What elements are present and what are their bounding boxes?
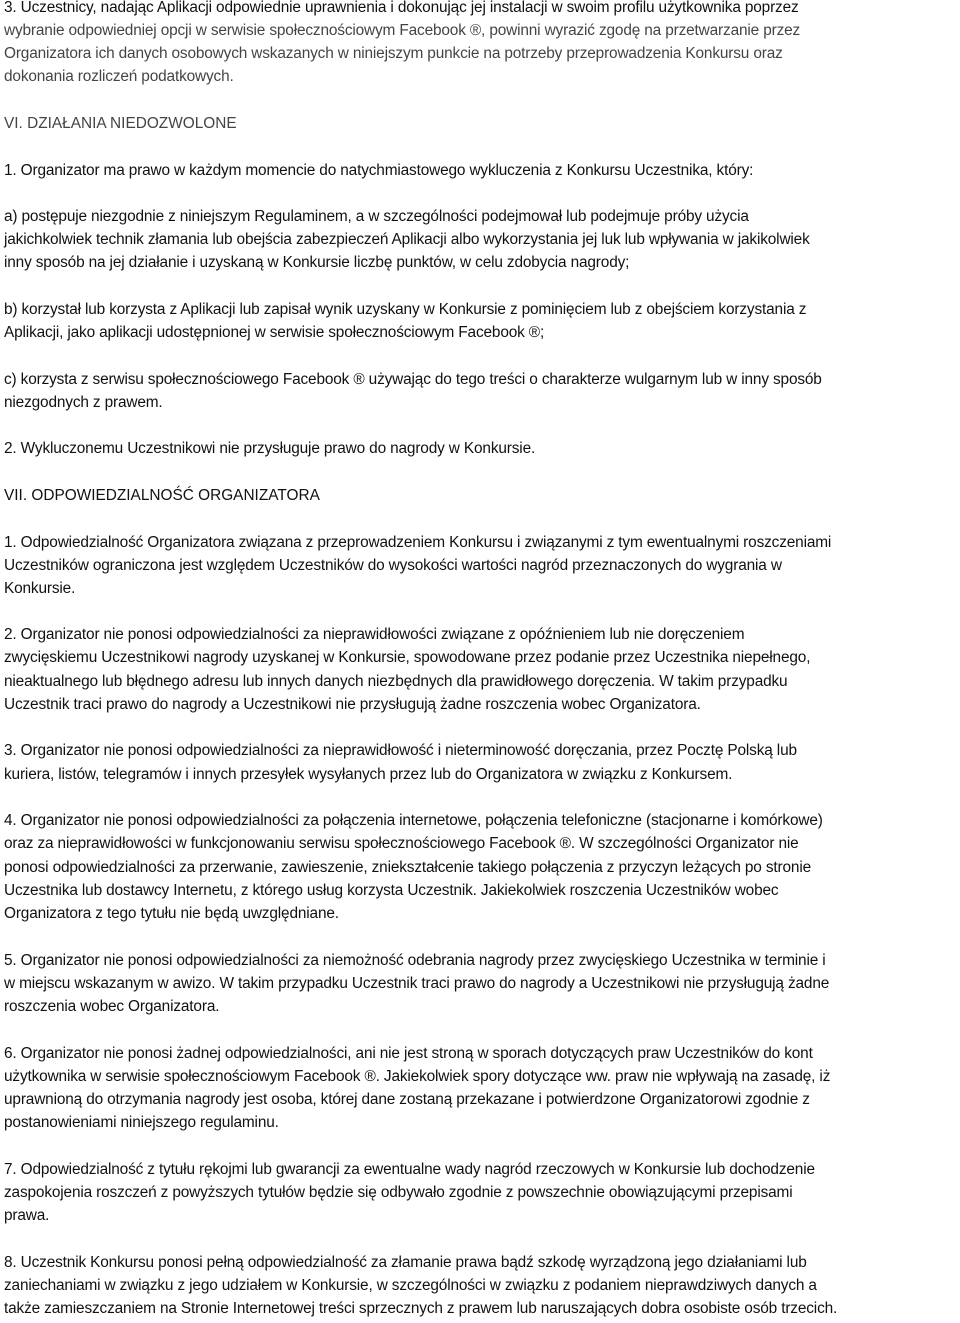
paragraph-line: Konkursie. (4, 580, 76, 597)
paragraph-line: 3. Uczestnicy, nadając Aplikacji odpowiednie uprawnienia i dokonując jej instalacji w swoim profilu użytkownika poprzez (4, 0, 799, 16)
paragraph-line: postanowieniami niniejszego regulaminu. (4, 1114, 279, 1131)
paragraph-line: Uczestników ograniczona jest względem Uczestników do wysokości wartości nagród przeznaczonych do wygrania w (4, 557, 782, 574)
paragraph-line: nieaktualnego lub błędnego adresu lub innych danych niezbędnych dla prawidłowego doręczenia. W takim przypadku (4, 673, 788, 690)
paragraph-line: prawa. (4, 1207, 50, 1224)
paragraph-line: Uczestnika lub dostawcy Internetu, z którego usług korzysta Uczestnik. Jakiekolwiek roszczenia Uczestników wobec (4, 882, 779, 899)
paragraph-line: ponosi odpowiedzialności za przerwanie, zawieszenie, zniekształcenie takiego połączenia z przyczyn leżących po stronie (4, 859, 811, 876)
paragraph-line: 3. Organizator nie ponosi odpowiedzialności za nieprawidłowość i nieterminowość doręczania, przez Pocztę Polską lub (4, 742, 797, 759)
paragraph-line: w miejscu wskazanym w awizo. W takim przypadku Uczestnik traci prawo do nagrody a Uczestnikowi nie przysługują żadne (4, 975, 830, 992)
paragraph-line: kuriera, listów, telegramów i innych przesyłek wysyłanych przez lub do Organizatora w związku z Konkursem. (4, 766, 733, 783)
paragraph-line: Aplikacji, jako aplikacji udostępnionej w serwisie społecznościowym Facebook ®; (4, 324, 545, 341)
paragraph-line: dokonania rozliczeń podatkowych. (4, 68, 234, 85)
paragraph-line: oraz za nieprawidłowości w funkcjonowaniu serwisu społecznościowego Facebook ®. W szczególności Organizator nie (4, 835, 799, 852)
paragraph-line: inny sposób na jej działanie i uzyskaną w Konkursie liczbę punktów, w celu zdobycia nagrody; (4, 254, 630, 271)
paragraph-line: wybranie odpowiedniej opcji w serwisie społecznościowym Facebook ®, powinni wyrazić zgodę na przetwarzanie przez (4, 22, 801, 39)
paragraph-line: roszczenia wobec Organizatora. (4, 998, 220, 1015)
paragraph-line: Uczestnik traci prawo do nagrody a Uczestnikowi nie przysługują żadne roszczenia wobec Organizatora. (4, 696, 701, 713)
paragraph-line: 4. Organizator nie ponosi odpowiedzialności za połączenia internetowe, połączenia telefoniczne (stacjonarne i komórkowe) (4, 812, 823, 829)
paragraph-line: niezgodnych z prawem. (4, 394, 163, 411)
paragraph-line: zwycięskiemu Uczestnikowi nagrody uzyskanej w Konkursie, spowodowane przez podanie przez Uczestnika niepełnego, (4, 649, 811, 666)
paragraph-line: 8. Uczestnik Konkursu ponosi pełną odpowiedzialność za złamanie prawa bądź szkodę wyrządzoną jego działaniami lub (4, 1254, 807, 1271)
paragraph-line: 2. Organizator nie ponosi odpowiedzialności za nieprawidłowości związane z opóźnieniem lub nie doręczeniem (4, 626, 745, 643)
paragraph-line: 5. Organizator nie ponosi odpowiedzialności za niemożność odebrania nagrody przez zwycięskiego Uczestnika w terminie i (4, 952, 826, 969)
paragraph-line: a) postępuje niezgodnie z niniejszym Regulaminem, a w szczególności podejmował lub podejmuje próby użycia (4, 208, 749, 225)
paragraph-line: 1. Odpowiedzialność Organizatora związana z przeprowadzeniem Konkursu i związanymi z tym ewentualnymi roszczeniami (4, 534, 832, 551)
paragraph-line: zaniechaniami w związku z jego udziałem w Konkursie, w szczególności w związku z podaniem nieprawdziwych danych a (4, 1277, 817, 1294)
paragraph-line: jakichkolwiek technik złamania lub obejścia zabezpieczeń Aplikacji albo wykorzystania jej luk lub wpływania w jakikolwiek (4, 231, 810, 248)
paragraph-line: 1. Organizator ma prawo w każdym momencie do natychmiastowego wykluczenia z Konkursu Uczestnika, który: (4, 162, 754, 179)
paragraph-line: 2. Wykluczonemu Uczestnikowi nie przysługuje prawo do nagrody w Konkursie. (4, 440, 536, 457)
paragraph-line: 7. Odpowiedzialność z tytułu rękojmi lub gwarancji za ewentualne wady nagród rzeczowych w Konkursie lub dochodzenie (4, 1161, 815, 1178)
paragraph-line: także zamieszczaniem na Stronie Internetowej treści sprzecznych z prawem lub naruszających dobra osobiste osób trzecich. (4, 1300, 838, 1317)
paragraph-line: b) korzystał lub korzysta z Aplikacji lub zapisał wynik uzyskany w Konkursie z pominięciem lub z obejściem korzystania z (4, 301, 807, 318)
paragraph-line: Organizatora z tego tytułu nie będą uwzględniane. (4, 905, 339, 922)
paragraph-line: zaspokojenia roszczeń z powyższych tytułów będzie się odbywało zgodnie z powszechnie obowiązującymi przepisami (4, 1184, 793, 1201)
paragraph-line: 6. Organizator nie ponosi żadnej odpowiedzialności, ani nie jest stroną w sporach dotyczących praw Uczestników do kont (4, 1045, 813, 1062)
paragraph-line: uprawnioną do otrzymania nagrody jest osoba, której dane zostaną przekazane i potwierdzone Organizatorowi zgodnie z (4, 1091, 810, 1108)
paragraph-line: c) korzysta z serwisu społecznościowego Facebook ® używając do tego treści o charakterze wulgarnym lub w inny sposób (4, 371, 822, 388)
paragraph-line: Organizatora ich danych osobowych wskazanych w niniejszym punkcie na potrzeby przeprowadzenia Konkursu oraz (4, 45, 783, 62)
section-heading: VI. DZIAŁANIA NIEDOZWOLONE (4, 115, 237, 132)
paragraph-line: użytkownika w serwisie społecznościowym Facebook ®. Jakiekolwiek spory dotyczące ww. praw nie wpływają na zasadę, iż (4, 1068, 831, 1085)
section-heading: VII. ODPOWIEDZIALNOŚĆ ORGANIZATORA (4, 487, 320, 504)
